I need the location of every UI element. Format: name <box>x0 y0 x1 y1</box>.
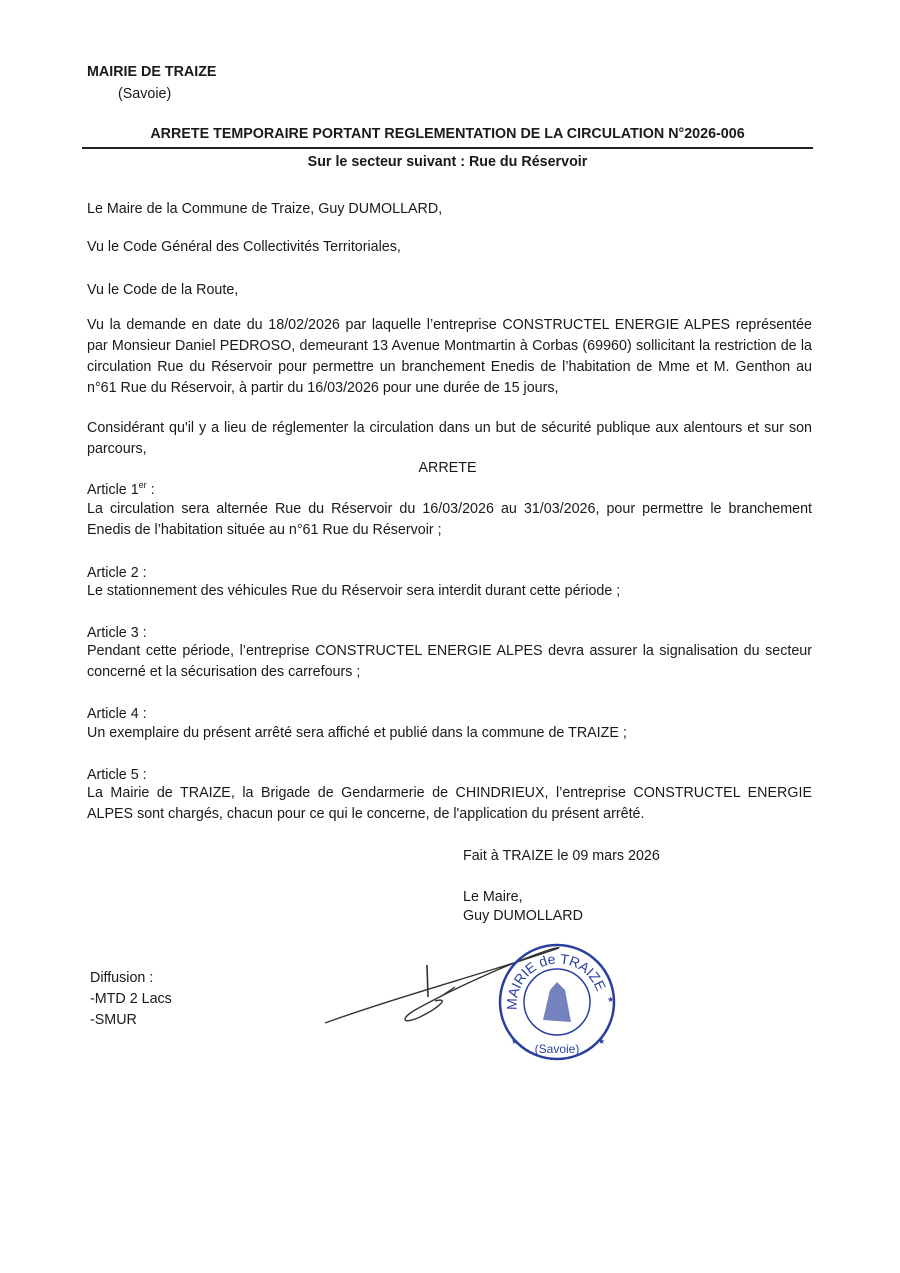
title-rule <box>82 147 813 149</box>
svg-text:(Savoie): (Savoie) <box>534 1042 580 1056</box>
article-1-suffix: : <box>146 482 155 498</box>
subtitle: Sur le secteur suivant : Rue du Réservoir <box>307 154 588 170</box>
article-4-text: Un exemplaire du présent arrêté sera affiché et publié dans la commune de TRAIZE ; <box>87 725 627 741</box>
preamble-cgct: Vu le Code Général des Collectivités Territoriales, <box>87 239 401 255</box>
diffusion-label: Diffusion : <box>90 970 154 986</box>
article-2-text: Le stationnement des véhicules Rue du Réservoir sera interdit durant cette période ; <box>87 583 621 599</box>
svg-text:★: ★ <box>607 995 615 1004</box>
diffusion-item: -MTD 2 Lacs <box>90 991 172 1007</box>
preamble-code-route: Vu le Code de la Route, <box>87 282 239 298</box>
article-3-text: Pendant cette période, l’entreprise CONSTRUCTEL ENERGIE ALPES devra assurer la signalisation du secteur concerné et la sécurisation des carrefours ; <box>87 643 812 680</box>
preamble-considerant: Considérant qu'il y a lieu de réglementer la circulation dans un but de sécurité publique aux alentours et sur son parcours, <box>87 420 812 457</box>
article-1-title <box>87 480 812 501</box>
svg-text:★: ★ <box>511 1037 519 1046</box>
page-title: ARRETE TEMPORAIRE PORTANT REGLEMENTATION DE LA CIRCULATION N°2026-006 <box>150 126 745 142</box>
article-1-sup: er <box>138 480 147 491</box>
mairie-stamp-icon <box>495 940 620 1065</box>
signatory-name: Guy DUMOLLARD <box>463 908 583 924</box>
article-2-title: Article 2 : <box>87 565 147 581</box>
arrete-heading: ARRETE <box>418 460 477 476</box>
article-1-label: Article 1 <box>87 482 139 498</box>
signatory-role: Le Maire, <box>463 889 523 905</box>
preamble-mayor: Le Maire de la Commune de Traize, Guy DUMOLLARD, <box>87 201 443 217</box>
diffusion-item: -SMUR <box>90 1012 137 1028</box>
mairie-name: MAIRIE DE TRAIZE <box>87 64 217 80</box>
department: (Savoie) <box>118 86 172 102</box>
article-4-title: Article 4 : <box>87 706 147 722</box>
article-5-text: La Mairie de TRAIZE, la Brigade de Gendarmerie de CHINDRIEUX, l’entreprise CONSTRUCTEL ENERGIE ALPES sont chargés, chacun pour ce qui le concerne, de l'application du présent arrêté. <box>87 785 812 822</box>
article-1-text: La circulation sera alternée Rue du Réservoir du 16/03/2026 au 31/03/2026, pour permettre le branchement Enedis de l’habitation située au n°61 Rue du Réservoir ; <box>87 501 812 538</box>
preamble-demande: Vu la demande en date du 18/02/2026 par laquelle l’entreprise CONSTRUCTEL ENERGIE ALPES représentée par Monsieur Daniel PEDROSO, demeurant 13 Avenue Montmartin à Corbas (69960) sollicitant la restriction de la circulation Rue du Réservoir pour permettre un branchement Enedis de l’habitation de Mme et M. Genthon au n°61 Rue du Réservoir, à partir du 16/03/2026 pour une durée de 15 jours, <box>87 317 812 396</box>
place-date: Fait à TRAIZE le 09 mars 2026 <box>463 848 660 864</box>
svg-text:MAIRIE de TRAIZE: MAIRIE de TRAIZE <box>503 950 610 1011</box>
svg-text:★: ★ <box>598 1037 606 1046</box>
article-3-title: Article 3 : <box>87 625 147 641</box>
article-5-title: Article 5 : <box>87 767 147 783</box>
